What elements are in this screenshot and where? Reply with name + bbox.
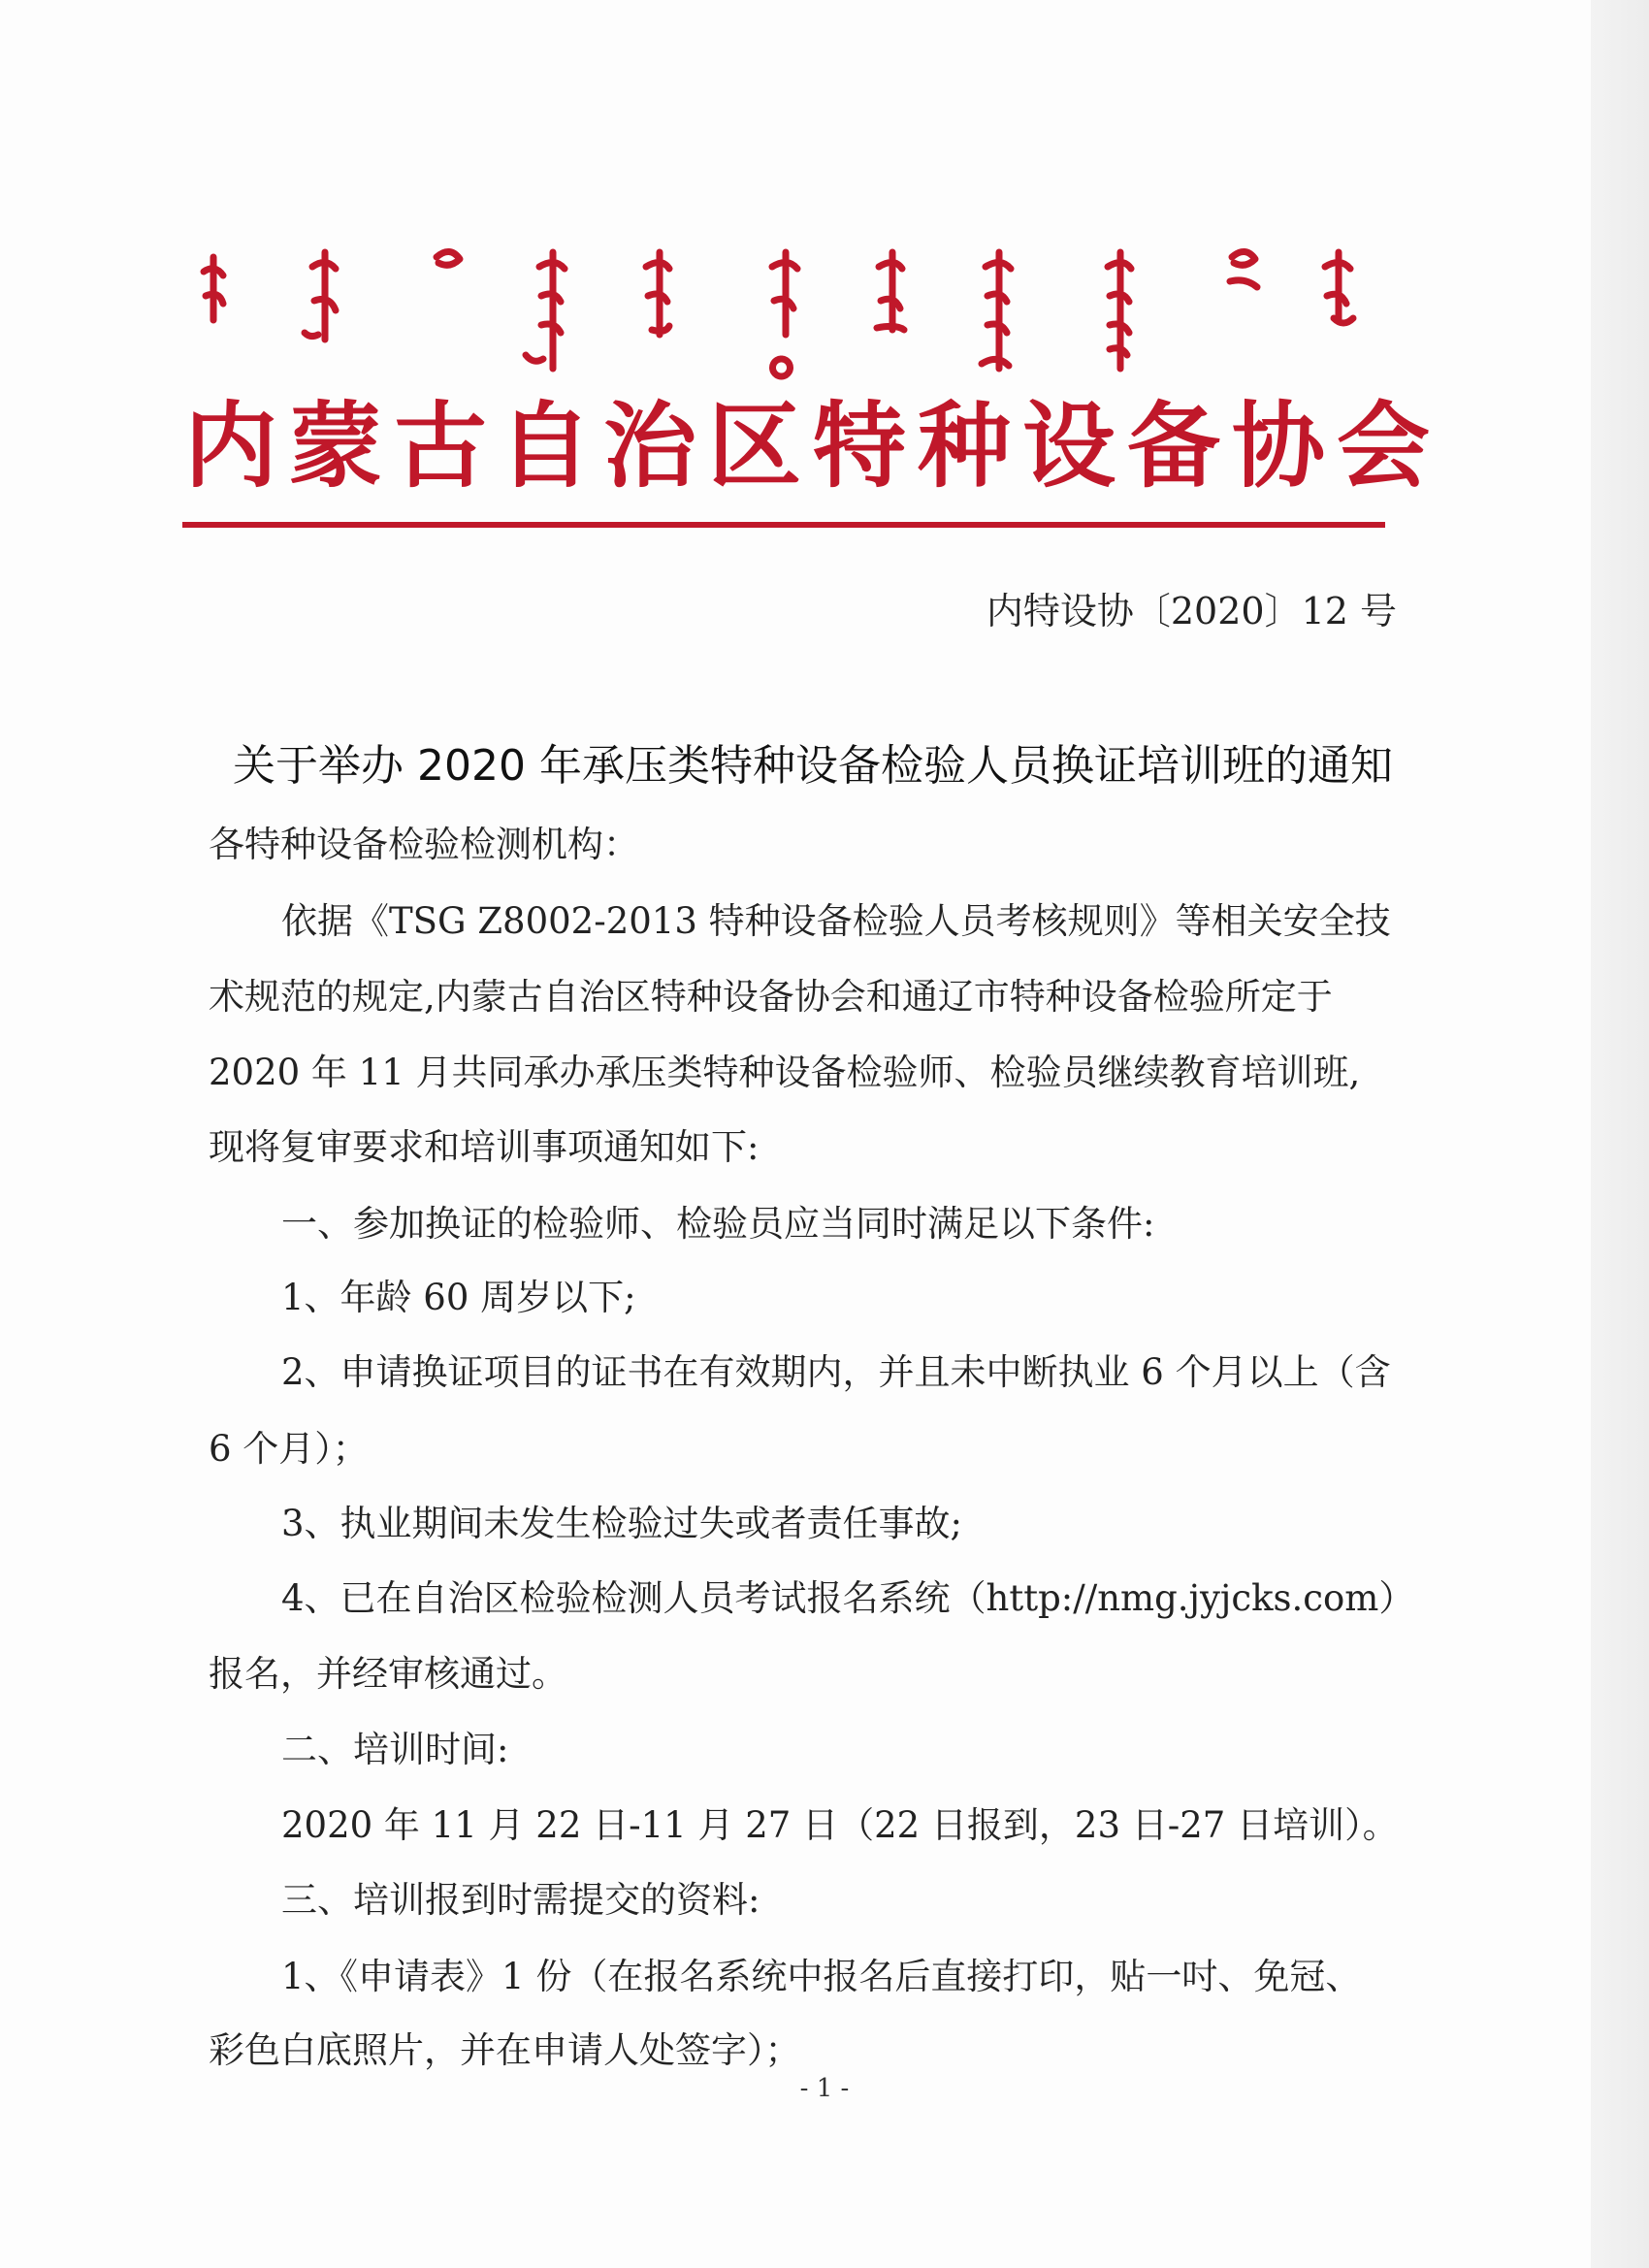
section-heading-training-time: 二、培训时间: (281, 1729, 509, 1770)
document-number: 内特设协〔2020〕12 号 (986, 590, 1397, 632)
addressee: 各特种设备检验检测机构： (209, 824, 639, 865)
mongolian-script-graphic (194, 243, 1387, 388)
notice-title: 关于举办 2020 年承压类特种设备检验人员换证培训班的通知 (233, 741, 1393, 791)
organization-name: 内蒙古自治区特种设备协会 (184, 391, 1441, 501)
condition-item-continued: 报名，并经审核通过。 (209, 1653, 567, 1695)
paragraph-line: 现将复审要求和培训事项通知如下: (209, 1126, 760, 1168)
paragraph-line: 2020 年 11 月共同承办承压类特种设备检验师、检验员继续教育培训班, (209, 1052, 1361, 1093)
section-heading-conditions: 一、参加换证的检验师、检验员应当同时满足以下条件: (281, 1203, 1155, 1245)
condition-item: 4、已在自治区检验检测人员考试报名系统（http://nmg.jyjcks.com） (281, 1577, 1415, 1619)
condition-item: 1、年龄 60 周岁以下; (281, 1277, 636, 1318)
paragraph-line: 术规范的规定,内蒙古自治区特种设备协会和通辽市特种设备检验所定于 (209, 976, 1333, 1018)
material-item: 1、《申请表》1 份（在报名系统中报名后直接打印，贴一吋、免冠、 (281, 1956, 1362, 1997)
training-dates: 2020 年 11 月 22 日-11 月 27 日（22 日报到，23 日-27 日培训）。 (281, 1804, 1399, 1846)
material-item-continued: 彩色白底照片，并在申请人处签字）； (209, 2029, 801, 2071)
page-edge-shadow (1591, 0, 1649, 2268)
mongolian-script-logo (194, 243, 1387, 388)
section-heading-materials: 三、培训报到时需提交的资料: (281, 1879, 760, 1921)
header-red-divider (182, 522, 1385, 528)
condition-item: 3、执业期间未发生检验过失或者责任事故; (281, 1503, 963, 1544)
paragraph-line: 依据《TSG Z8002-2013 特种设备检验人员考核规则》等相关安全技 (281, 900, 1391, 942)
condition-item: 2、申请换证项目的证书在有效期内，并且未中断执业 6 个月以上（含 (281, 1351, 1391, 1393)
page-number: - 1 - (799, 2074, 850, 2103)
condition-item-continued: 6 个月）； (209, 1428, 369, 1470)
